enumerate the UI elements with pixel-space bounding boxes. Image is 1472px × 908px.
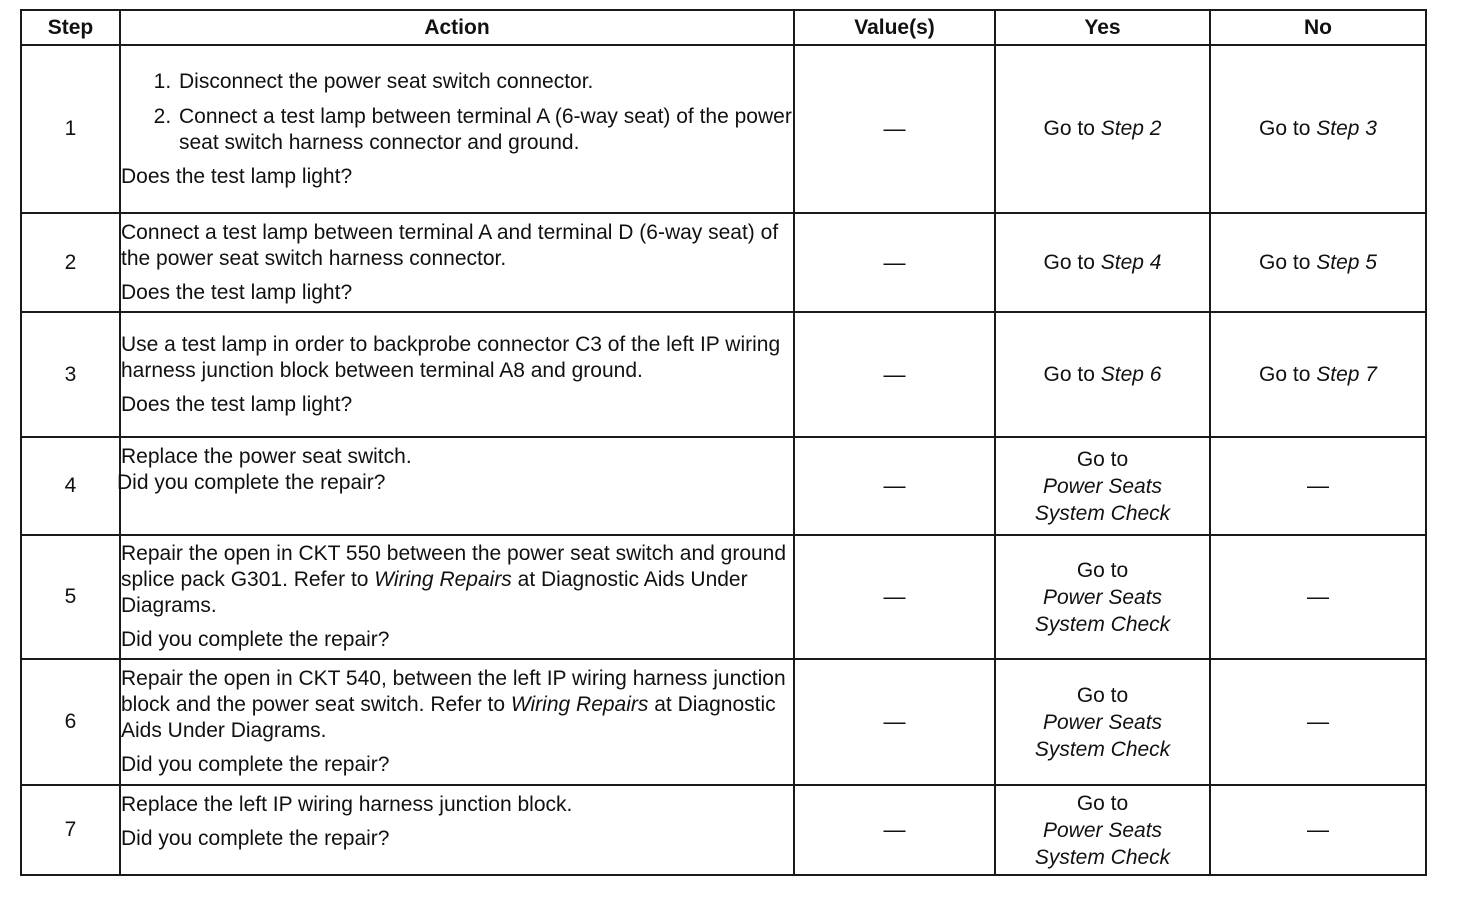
table-row — [21, 437, 1426, 535]
system-check-ref: Power Seats — [1042, 474, 1163, 498]
action-cell — [117, 437, 794, 535]
system-check-ref: System Check — [1034, 845, 1171, 869]
text-after: at Diagnostic Aids Under Diagrams. — [121, 568, 748, 617]
goto-text: Go to — [1043, 250, 1095, 274]
action-text: Replace the left IP wiring harness junction block. — [121, 793, 573, 816]
yes-cell — [995, 312, 1210, 437]
yes-cell — [995, 785, 1210, 875]
header-step: Step — [21, 10, 120, 45]
list-item: 2. Connect a test lamp between terminal A (6-way seat) of the power seat switch harness connector and ground. — [177, 104, 793, 156]
action-cell — [120, 213, 794, 312]
action-question: Did you complete the repair? — [121, 827, 390, 850]
step-number: 1 — [21, 45, 120, 213]
action-text: Replace the power seat switch. — [121, 445, 412, 468]
action-question: Does the test lamp light? — [121, 392, 353, 416]
wiring-repairs-ref: Wiring Repairs — [510, 693, 649, 716]
goto-step-ref: Step 6 — [1100, 362, 1162, 386]
action-cell — [120, 312, 794, 437]
table-row — [21, 213, 1426, 312]
goto-text: Go to — [1076, 683, 1129, 707]
action-cell — [120, 45, 794, 213]
goto-text: Go to — [1259, 250, 1311, 274]
text-before: Repair the open in CKT 540, between the left IP wiring harness junction block and the power seat switch. Refer to — [121, 667, 786, 716]
action-text: Use a test lamp in order to backprobe connector C3 of the left IP wiring harness junction block between terminal A8 and ground. — [121, 332, 781, 382]
step-number: 2 — [21, 213, 120, 312]
system-check-ref: Power Seats — [1042, 585, 1163, 609]
text-before: Repair the open in CKT 550 between the power seat switch and ground splice pack G301. Refer to — [121, 542, 787, 591]
no-cell — [1210, 45, 1426, 213]
system-check-ref: System Check — [1034, 612, 1171, 636]
action-question: Did you complete the repair? — [117, 471, 386, 494]
yes-cell — [995, 437, 1210, 535]
table-row — [21, 785, 1426, 875]
goto-text: Go to — [1259, 117, 1311, 140]
no-cell — [1210, 213, 1426, 312]
table-row — [21, 312, 1426, 437]
goto-text: Go to — [1043, 362, 1095, 386]
goto-text: Go to — [1259, 362, 1311, 386]
table-row — [21, 659, 1426, 785]
value-cell: — — [794, 312, 995, 437]
yes-cell — [995, 535, 1210, 659]
system-check-ref: System Check — [1034, 737, 1171, 761]
list-item: 1. Disconnect the power seat switch connector. — [177, 69, 793, 95]
header-no: No — [1210, 10, 1426, 45]
action-cell — [120, 659, 794, 785]
no-cell — [1210, 312, 1426, 437]
step-number: 3 — [21, 312, 120, 437]
action-question: Does the test lamp light? — [121, 280, 353, 304]
no-cell: — — [1210, 535, 1426, 659]
step-number: 7 — [21, 785, 120, 875]
value-cell: — — [794, 785, 995, 875]
value-cell: — — [794, 45, 995, 213]
text-after: at Diagnostic Aids Under Diagrams. — [121, 693, 776, 742]
action-question: Does the test lamp light? — [121, 164, 353, 188]
header-action: Action — [120, 10, 794, 45]
action-text — [121, 666, 793, 744]
yes-cell — [995, 45, 1210, 213]
step-number: 5 — [21, 535, 120, 659]
action-cell — [120, 535, 794, 659]
action-text: Connect a test lamp between terminal A and terminal D (6-way seat) of the power seat switch harness connector. — [121, 220, 779, 270]
value-cell: — — [794, 437, 995, 535]
goto-text: Go to — [1043, 117, 1095, 140]
system-check-ref: System Check — [1034, 501, 1171, 525]
goto-step-ref: Step 2 — [1100, 117, 1162, 140]
action-list — [121, 69, 793, 156]
no-cell: — — [1210, 437, 1426, 535]
goto-step-ref: Step 5 — [1316, 250, 1377, 274]
table-row — [21, 535, 1426, 659]
wiring-repairs-ref: Wiring Repairs — [374, 568, 512, 591]
no-cell: — — [1210, 785, 1426, 875]
header-values: Value(s) — [794, 10, 995, 45]
goto-text: Go to — [1076, 558, 1129, 582]
goto-step-ref: Step 4 — [1100, 250, 1162, 274]
goto-text: Go to — [1076, 447, 1129, 471]
header-row — [21, 10, 1426, 45]
system-check-ref: Power Seats — [1042, 818, 1163, 842]
action-cell — [120, 785, 794, 875]
goto-text: Go to — [1076, 791, 1129, 815]
value-cell: — — [794, 535, 995, 659]
header-yes: Yes — [995, 10, 1210, 45]
step-number: 4 — [21, 437, 120, 535]
system-check-ref: Power Seats — [1042, 710, 1163, 734]
goto-step-ref: Step 7 — [1316, 362, 1377, 386]
no-cell: — — [1210, 659, 1426, 785]
step-number: 6 — [21, 659, 120, 785]
goto-step-ref: Step 3 — [1316, 117, 1377, 140]
value-cell: — — [794, 659, 995, 785]
action-text — [121, 541, 793, 619]
action-question: Did you complete the repair? — [121, 628, 390, 651]
diagnostic-table — [20, 9, 1427, 876]
yes-cell — [995, 659, 1210, 785]
action-question: Did you complete the repair? — [121, 753, 390, 776]
yes-cell — [995, 213, 1210, 312]
table-row — [21, 45, 1426, 213]
value-cell: — — [794, 213, 995, 312]
